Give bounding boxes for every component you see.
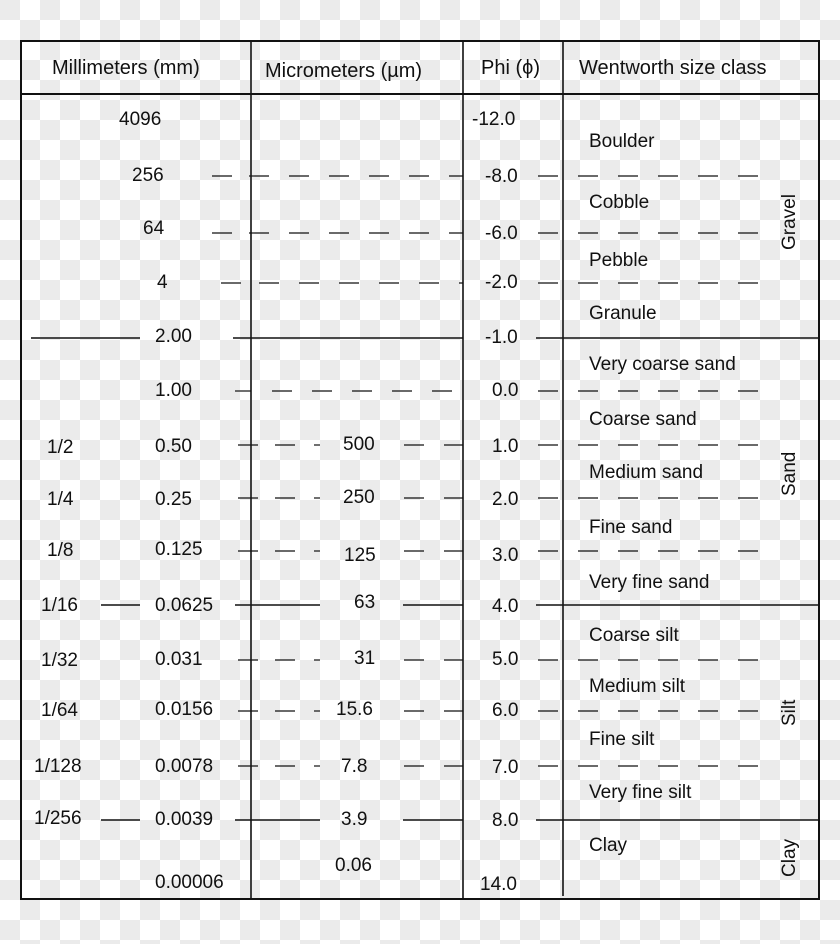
mm-cell: 0.0625 [155,595,214,616]
mm-cell: 0.125 [155,539,203,560]
class-boulder: Boulder [589,131,655,152]
phi-cell: 4.0 [492,596,519,617]
class-pebble: Pebble [589,250,649,271]
class-fine-sand: Fine sand [589,517,673,538]
group-clay: Clay [779,838,800,877]
um-cell: 63 [354,592,376,613]
phi-cell: 5.0 [492,649,519,670]
phi-cell: 7.0 [492,757,519,778]
group-sand: Sand [779,451,800,496]
mm-cell: 4096 [119,109,162,130]
um-cell: 250 [343,487,375,508]
phi-cell: -1.0 [485,327,518,348]
class-medium-silt: Medium silt [589,676,686,697]
mm-cell: 0.031 [155,649,203,670]
header-wentworth-class: Wentworth size class [579,57,767,79]
phi-cell: 0.0 [492,380,519,401]
mm-cell: 0.00006 [155,872,224,893]
phi-cell: 6.0 [492,700,519,721]
class-coarse-sand: Coarse sand [589,409,697,430]
phi-cell: -8.0 [485,166,518,187]
header-millimeters: Millimeters (mm) [52,57,200,79]
class-clay: Clay [589,835,628,856]
um-cell: 3.9 [341,809,368,830]
um-cell: 31 [354,648,376,669]
phi-cell: 8.0 [492,810,519,831]
class-very-coarse-sand: Very coarse sand [589,354,736,375]
um-cell: 7.8 [341,756,368,777]
mm-cell: 2.00 [155,326,192,347]
phi-cell: 3.0 [492,545,519,566]
fraction-cell: 1/16 [41,595,78,616]
phi-cell: -2.0 [485,272,518,293]
mm-cell: 0.25 [155,489,192,510]
group-silt: Silt [779,699,800,726]
header-phi: Phi (ϕ) [481,57,540,79]
class-very-fine-sand: Very fine sand [589,572,710,593]
mm-cell: 0.0156 [155,699,214,720]
fraction-cell: 1/64 [41,700,78,721]
phi-cell: 2.0 [492,489,519,510]
fraction-cell: 1/8 [47,540,74,561]
mm-cell: 0.50 [155,436,192,457]
header-micrometers: Micrometers (µm) [265,60,423,82]
fraction-cell: 1/256 [34,808,82,829]
group-gravel: Gravel [779,194,800,250]
phi-cell: 1.0 [492,436,519,457]
mm-cell: 0.0039 [155,809,214,830]
phi-cell: -12.0 [472,109,516,130]
mm-cell: 0.0078 [155,756,214,777]
phi-cell: 14.0 [480,874,517,895]
um-cell: 0.06 [335,855,372,876]
class-very-fine-silt: Very fine silt [589,782,692,803]
class-granule: Granule [589,303,657,324]
class-medium-sand: Medium sand [589,462,704,483]
mm-cell: 1.00 [155,380,192,401]
fraction-cell: 1/2 [47,437,74,458]
mm-cell: 4 [157,272,168,293]
class-fine-silt: Fine silt [589,729,655,750]
fraction-cell: 1/128 [34,756,82,777]
mm-cell: 64 [143,218,165,239]
class-cobble: Cobble [589,192,650,213]
class-coarse-silt: Coarse silt [589,625,679,646]
fraction-cell: 1/4 [47,489,74,510]
phi-cell: -6.0 [485,223,518,244]
um-cell: 15.6 [336,699,373,720]
mm-cell: 256 [132,165,164,186]
um-cell: 500 [343,434,375,455]
fraction-cell: 1/32 [41,650,78,671]
um-cell: 125 [344,545,376,566]
